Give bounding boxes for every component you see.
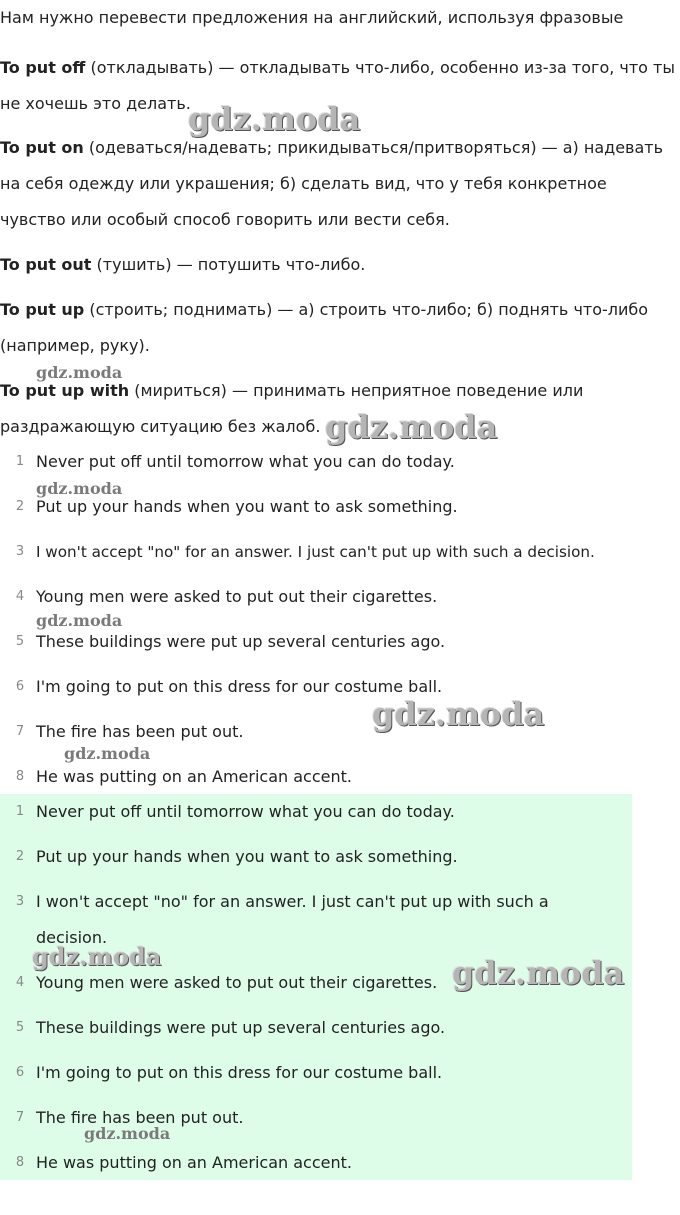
item-number: 4 (15, 975, 25, 990)
item-number: 7 (15, 1110, 25, 1125)
item-text: Put up your hands when you want to ask something. (36, 847, 458, 866)
item-text: Never put off until tomorrow what you can do today. (36, 802, 455, 821)
item-number: 3 (15, 544, 25, 559)
item-text: Never put off until tomorrow what you can do today. (36, 452, 455, 471)
item-text: Put up your hands when you want to ask something. (36, 497, 458, 516)
watermark: gdz.moda (188, 100, 361, 138)
item-number: 7 (15, 724, 25, 739)
item-text: The fire has been put out. (36, 1108, 244, 1127)
item-number: 8 (15, 1155, 25, 1170)
watermark: gdz.moda (36, 479, 123, 498)
definition-text: (откладывать) — откладывать что-либо, особенно из-за того, что ты не хочешь это делать. (0, 58, 675, 113)
definition-term: To put on (0, 138, 84, 157)
definition-text: (строить; поднимать) — а) строить что-либо; б) поднять что-либо (например, руку). (0, 300, 649, 355)
item-number: 1 (15, 454, 25, 469)
definition-term: To put out (0, 255, 92, 274)
watermark: gdz.moda (84, 1124, 171, 1143)
definition-put-up (0, 292, 675, 364)
item-number: 1 (15, 804, 25, 819)
item-text: Young men were asked to put out their cigarettes. (36, 587, 438, 606)
item-number: 2 (15, 499, 25, 514)
watermark: gdz.moda (325, 408, 498, 446)
watermark: gdz.moda (64, 744, 151, 763)
watermark: gdz.moda (372, 695, 545, 733)
item-number: 5 (15, 1020, 25, 1035)
item-number: 3 (15, 894, 25, 909)
item-number: 8 (15, 769, 25, 784)
item-text: I won't accept "no" for an answer. I just can't put up with such a decision. (36, 543, 595, 561)
item-number: 6 (15, 1065, 25, 1080)
item-text: Young men were asked to put out their cigarettes. (36, 973, 438, 992)
definition-term: To put off (0, 58, 86, 77)
item-text: I'm going to put on this dress for our costume ball. (36, 1063, 443, 1082)
item-number: 6 (15, 679, 25, 694)
definition-put-on (0, 130, 675, 238)
item-text: I'm going to put on this dress for our costume ball. (36, 677, 443, 696)
intro-text: Нам нужно перевести предложения на английский, используя фразовые (0, 8, 624, 27)
definition-text: (тушить) — потушить что-либо. (91, 255, 366, 274)
watermark: gdz.moda (32, 942, 162, 971)
watermark: gdz.moda (452, 954, 625, 992)
item-number: 4 (15, 589, 25, 604)
item-text: He was putting on an American accent. (36, 1153, 352, 1172)
definition-put-out (0, 247, 675, 283)
definition-text: (мириться) — принимать неприятное поведение или раздражающую ситуацию без жалоб. (0, 381, 584, 436)
watermark: gdz.moda (36, 363, 123, 382)
item-text: I won't accept "no" for an answer. I just can't put up with such a decision. (36, 892, 549, 947)
definition-term: To put up with (0, 381, 130, 400)
item-text: These buildings were put up several centuries ago. (36, 1018, 446, 1037)
item-number: 2 (15, 849, 25, 864)
item-text: He was putting on an American accent. (36, 767, 352, 786)
definition-text: (одеваться/надевать; прикидываться/притворяться) — а) надевать на себя одежду или украшения; б) сделать вид, что у тебя конкретное чувство или особый способ говорить или вести себя. (0, 138, 664, 229)
item-number: 5 (15, 634, 25, 649)
item-text: These buildings were put up several centuries ago. (36, 632, 446, 651)
watermark: gdz.moda (36, 611, 123, 630)
definition-term: To put up (0, 300, 85, 319)
item-text: The fire has been put out. (36, 722, 244, 741)
